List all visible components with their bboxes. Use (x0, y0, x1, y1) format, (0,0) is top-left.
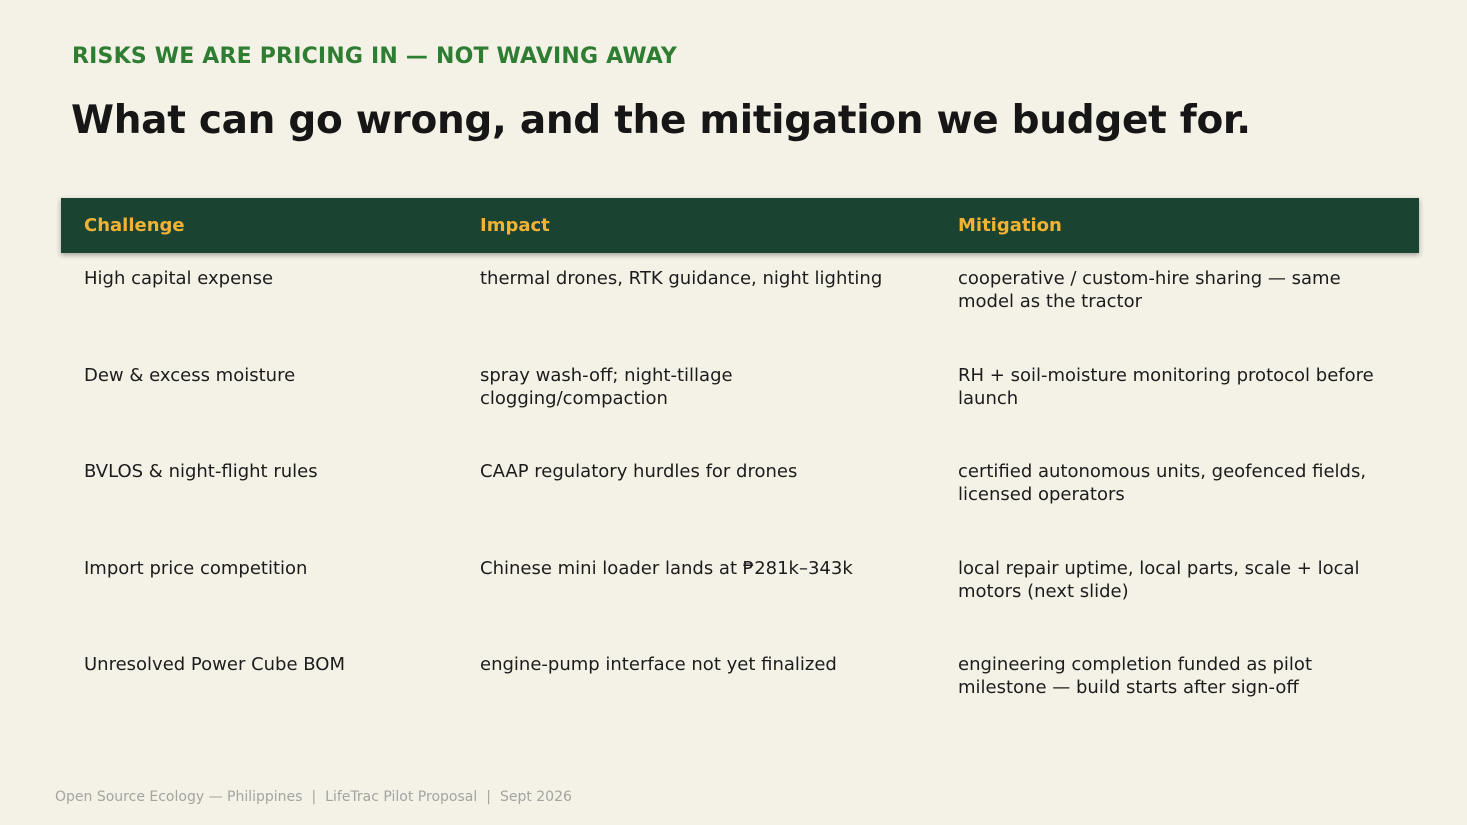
footer-separator: | (311, 789, 317, 805)
table-header (61, 198, 1419, 253)
mitigation-cell: local repair uptime, local parts, scale + local motors (next slide) (958, 557, 1360, 602)
impact-cell: Chinese mini loader lands at ₱281k–343k (480, 557, 853, 579)
mitigation-cell: engineering completion funded as pilot milestone — build starts after sign-off (958, 654, 1312, 699)
table-row (61, 253, 1419, 350)
slide-title: What can go wrong, and the mitigation we budget for. (71, 98, 1251, 143)
impact-cell: CAAP regulatory hurdles for drones (480, 461, 798, 483)
column-header-mitigation: Mitigation (958, 215, 1062, 236)
challenge-cell: Unresolved Power Cube BOM (84, 654, 345, 676)
footer-doc: LifeTrac Pilot Proposal (325, 789, 478, 805)
table-row (61, 446, 1419, 543)
footer-separator: | (486, 789, 491, 805)
mitigation-cell: RH + soil-moisture monitoring protocol before launch (958, 364, 1374, 409)
mitigation-cell: cooperative / custom-hire sharing — same model as the tractor (958, 268, 1341, 312)
column-header-challenge: Challenge (84, 215, 185, 236)
mitigation-cell: certified autonomous units, geofenced fields, licensed operators (958, 461, 1367, 506)
footer (55, 789, 572, 805)
challenge-cell: BVLOS & night-flight rules (84, 461, 318, 483)
impact-cell: engine-pump interface not yet finalized (480, 654, 837, 676)
impact-cell: thermal drones, RTK guidance, night lighting (480, 268, 883, 289)
footer-org: Open Source Ecology — Philippines (55, 789, 303, 805)
challenge-cell: Dew & excess moisture (84, 364, 296, 386)
table-row (61, 350, 1419, 447)
table-row (61, 639, 1419, 736)
table-row (61, 543, 1419, 640)
challenge-cell: High capital expense (84, 268, 274, 289)
column-header-impact: Impact (480, 215, 550, 236)
section-eyebrow: RISKS WE ARE PRICING IN — NOT WAVING AWAY (72, 44, 678, 69)
impact-cell: spray wash-off; night-tillage clogging/compaction (480, 364, 733, 409)
footer-date: Sept 2026 (499, 789, 572, 805)
risk-table (61, 198, 1419, 736)
challenge-cell: Import price competition (84, 557, 308, 579)
